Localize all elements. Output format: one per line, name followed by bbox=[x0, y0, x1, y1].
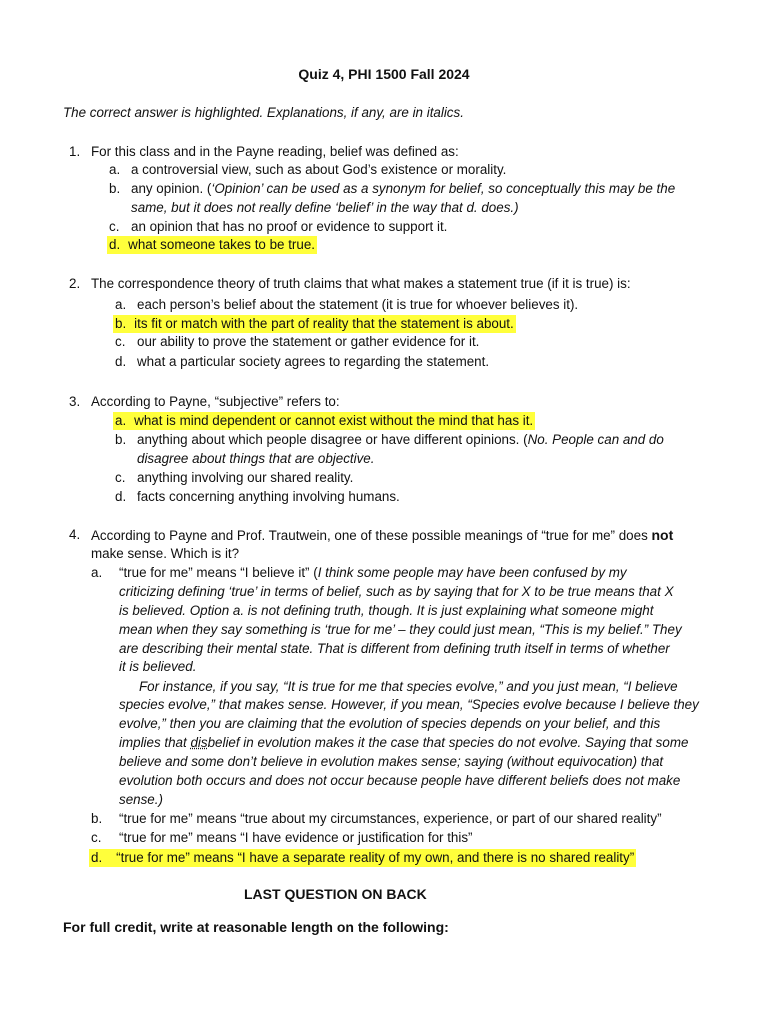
q4-a-explanation-13: sense.) bbox=[119, 792, 163, 807]
q2-d-text: what a particular society agrees to regarding the statement. bbox=[137, 354, 490, 369]
q4-a-explanation-1: I think some people may have been confused by my bbox=[317, 565, 627, 580]
q2-b-text: its fit or match with the part of reality that the statement is about. bbox=[134, 316, 514, 331]
q4-b-text: “true for me” means “true about my circumstances, experience, or part of our shared reality” bbox=[119, 811, 662, 826]
q3-c-letter: c. bbox=[115, 470, 126, 485]
q3-a-text: what is mind dependent or cannot exist without the mind that has it. bbox=[134, 413, 534, 428]
q3-a-correct-answer bbox=[113, 412, 535, 430]
q4-a-letter: a. bbox=[91, 565, 103, 580]
q4-a-explanation-6: it is believed. bbox=[119, 659, 197, 674]
q3-b-text: anything about which people disagree or have different opinions. ( bbox=[137, 432, 528, 447]
q4-a-exp-post: belief in evolution makes it the case that species do not evolve. Saying that some bbox=[207, 735, 689, 750]
q2-stem: The correspondence theory of truth claims that what makes a statement true (if it is true) is: bbox=[91, 276, 631, 291]
q4-a-exp-pre: implies that bbox=[119, 735, 191, 750]
q4-c-letter: c. bbox=[91, 830, 102, 845]
q1-d-correct-answer bbox=[107, 236, 317, 254]
q4-stem-not: not bbox=[651, 527, 674, 543]
q4-d-letter: d. bbox=[91, 850, 103, 865]
q2-c-text: our ability to prove the statement or gather evidence for it. bbox=[137, 334, 480, 349]
q2-number: 2. bbox=[69, 276, 81, 291]
q1-c-text: an opinion that has no proof or evidence to support it. bbox=[131, 219, 448, 234]
q1-b-explanation: ‘Opinion’ can be used as a synonym for belief, so conceptually this may be the bbox=[211, 181, 676, 196]
q4-a-explanation-8: species evolve,” that makes sense. However, if you mean, “Species evolve because I believe they bbox=[119, 697, 699, 712]
q4-a-explanation-10 bbox=[119, 734, 688, 752]
full-credit-heading: For full credit, write at reasonable length on the following: bbox=[63, 919, 449, 935]
q1-c-letter: c. bbox=[109, 219, 120, 234]
q4-a-explanation-11: believe and some don’t believe in evolution makes sense; saying (without equivocation) that bbox=[119, 754, 664, 769]
q1-b-option bbox=[131, 180, 675, 198]
q4-number: 4. bbox=[69, 527, 81, 542]
q1-a-letter: a. bbox=[109, 162, 121, 177]
q1-stem: For this class and in the Payne reading, belief was defined as: bbox=[91, 144, 459, 159]
q3-b-explanation-cont: disagree about things that are objective. bbox=[137, 451, 375, 466]
q4-d-text: “true for me” means “I have a separate reality of my own, and there is no shared reality” bbox=[116, 850, 635, 865]
q4-c-text: “true for me” means “I have evidence or justification for this” bbox=[119, 830, 473, 845]
q4-a-explanation-12: evolution both occurs and does not occur because people have different beliefs does not make bbox=[119, 773, 681, 788]
q1-b-letter: b. bbox=[109, 181, 121, 196]
q1-d-letter: d. bbox=[109, 237, 121, 252]
q4-d-correct-answer bbox=[89, 849, 636, 867]
q3-c-text: anything involving our shared reality. bbox=[137, 470, 354, 485]
q4-a-option bbox=[119, 564, 627, 582]
q1-b-text: any opinion. ( bbox=[131, 181, 212, 196]
q4-a-explanation-4: mean when they say something is ‘true for me’ – they could just mean, “This is my belief.” They bbox=[119, 622, 682, 637]
q2-b-correct-answer bbox=[113, 315, 516, 333]
q3-number: 3. bbox=[69, 394, 81, 409]
last-question-note: LAST QUESTION ON BACK bbox=[244, 886, 427, 902]
q4-a-explanation-7: For instance, if you say, “It is true for me that species evolve,” and you just mean, “I believe bbox=[139, 679, 678, 694]
q4-a-exp-dis: dis bbox=[190, 735, 208, 750]
q4-b-letter: b. bbox=[91, 811, 103, 826]
q4-a-explanation-5: are describing their mental state. That is different from defining truth itself in terms of whether bbox=[119, 641, 670, 656]
page-title: Quiz 4, PHI 1500 Fall 2024 bbox=[298, 66, 470, 82]
q4-a-text: “true for me” means “I believe it” ( bbox=[119, 565, 318, 580]
q4-a-explanation-3: is believed. Option a. is not defining truth, though. It is just explaining what someone might bbox=[119, 603, 654, 618]
q4-stem-cont: make sense. Which is it? bbox=[91, 546, 240, 561]
q1-b-explanation-cont: same, but it does not really define ‘belief’ in the way that d. does.) bbox=[131, 200, 519, 215]
q3-d-text: facts concerning anything involving humans. bbox=[137, 489, 400, 504]
q3-b-option bbox=[137, 431, 664, 449]
q3-d-letter: d. bbox=[115, 489, 127, 504]
q2-d-letter: d. bbox=[115, 354, 127, 369]
q4-a-explanation-9: evolve,” then you are claiming that the evolution of species depends on your belief, and this bbox=[119, 716, 661, 731]
intro-note: The correct answer is highlighted. Explanations, if any, are in italics. bbox=[63, 105, 464, 120]
q1-number: 1. bbox=[69, 144, 81, 159]
q2-c-letter: c. bbox=[115, 334, 126, 349]
q4-stem-text: According to Payne and Prof. Trautwein, one of these possible meanings of “true for me” does bbox=[91, 528, 652, 543]
q2-a-letter: a. bbox=[115, 297, 127, 312]
q2-a-text: each person’s belief about the statement (it is true for whoever believes it). bbox=[137, 297, 579, 312]
q3-a-letter: a. bbox=[115, 413, 127, 428]
q4-stem bbox=[91, 526, 673, 545]
q1-d-text: what someone takes to be true. bbox=[128, 237, 316, 252]
q3-stem: According to Payne, “subjective” refers to: bbox=[91, 394, 340, 409]
q2-b-letter: b. bbox=[115, 316, 127, 331]
q4-a-explanation-2: criticizing defining ‘true’ in terms of belief, such as by saying that for X to be true means that X bbox=[119, 584, 674, 599]
q3-b-letter: b. bbox=[115, 432, 127, 447]
q1-a-text: a controversial view, such as about God’s existence or morality. bbox=[131, 162, 507, 177]
q3-b-explanation: No. People can and do bbox=[527, 432, 664, 447]
